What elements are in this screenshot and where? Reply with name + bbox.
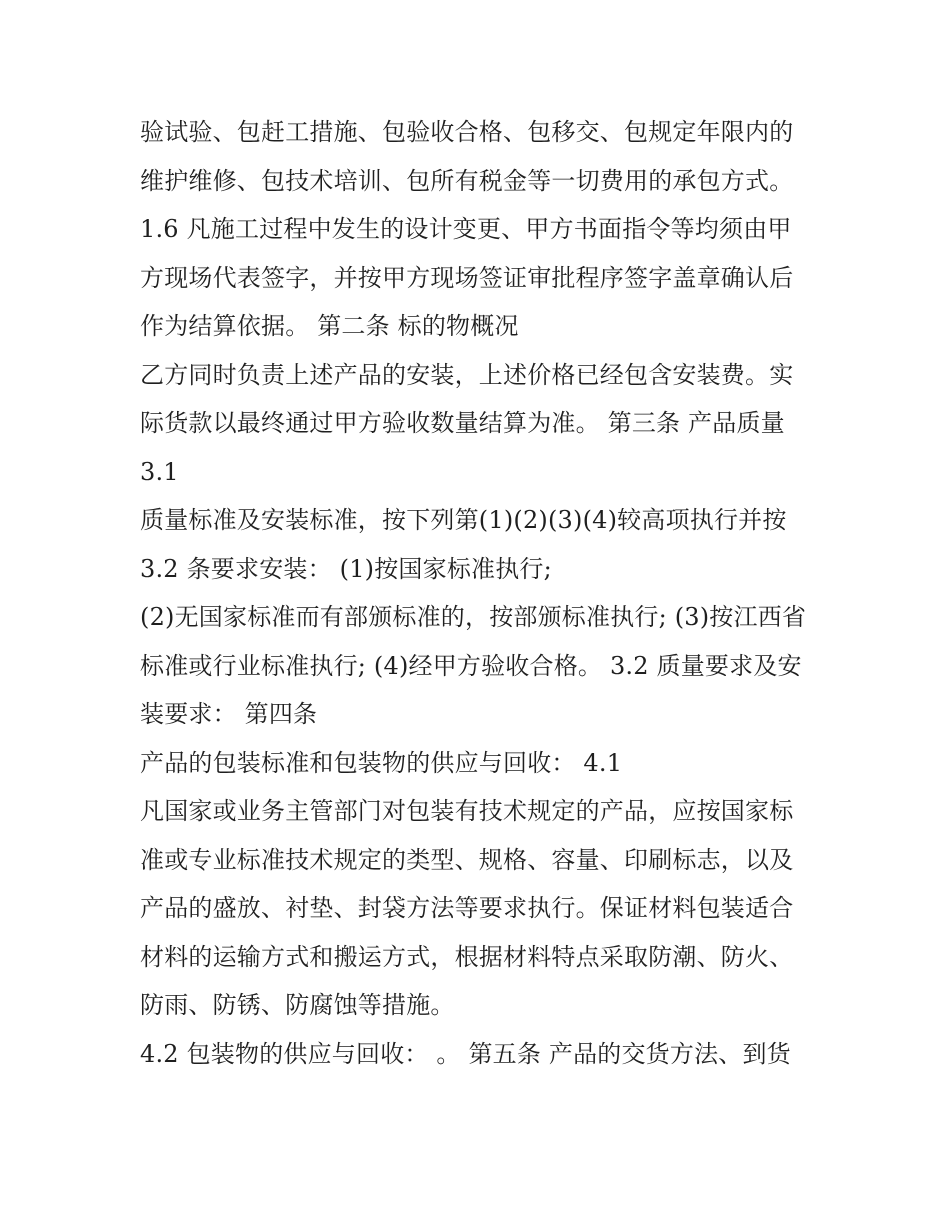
text-line: 方现场代表签字，并按甲方现场签证审批程序签字盖章确认后	[140, 263, 794, 292]
text-line: 际货款以最终通过甲方验收数量结算为准。 第三条 产品质量	[140, 409, 785, 437]
text-line: 验试验、包赶工措施、包验收合格、包移交、包规定年限内的	[140, 118, 794, 146]
text-line: 3.1	[140, 457, 179, 486]
text-line: 4.2 包装物的供应与回收： 。 第五条 产品的交货方法、到货	[140, 1039, 791, 1068]
text-line: 3.2 条要求安装： (1)按国家标准执行;	[140, 554, 552, 583]
text-line: 作为结算依据。 第二条 标的物概况	[140, 312, 519, 340]
text-line: 材料的运输方式和搬运方式，根据材料特点采取防潮、防火、	[140, 942, 794, 971]
text-line: 准或专业标准技术规定的类型、规格、容量、印刷标志，以及	[140, 845, 794, 874]
text-line: 防雨、防锈、防腐蚀等措施。	[140, 991, 455, 1019]
text-line: 装要求： 第四条	[140, 700, 318, 728]
text-line: (2)无国家标准而有部颁标准的，按部颁标准执行; (3)按江西省	[140, 603, 807, 631]
text-line: 产品的盛放、衬垫、封袋方法等要求执行。保证材料包装适合	[140, 894, 794, 922]
text-line: 乙方同时负责上述产品的安装，上述价格已经包含安装费。实	[140, 360, 794, 389]
text-line: 凡国家或业务主管部门对包装有技术规定的产品，应按国家标	[140, 797, 794, 825]
text-line: 1.6 凡施工过程中发生的设计变更、甲方书面指令等均须由甲	[140, 215, 792, 243]
text-line: 维护维修、包技术培训、包所有税金等一切费用的承包方式。	[140, 166, 794, 195]
text-line: 标准或行业标准执行; (4)经甲方验收合格。 3.2 质量要求及安	[140, 651, 802, 680]
document-body	[140, 108, 820, 1078]
text-line: 质量标准及安装标准，按下列第(1)(2)(3)(4)较高项执行并按	[140, 506, 787, 534]
text-line: 产品的包装标准和包装物的供应与回收： 4.1	[140, 748, 623, 777]
